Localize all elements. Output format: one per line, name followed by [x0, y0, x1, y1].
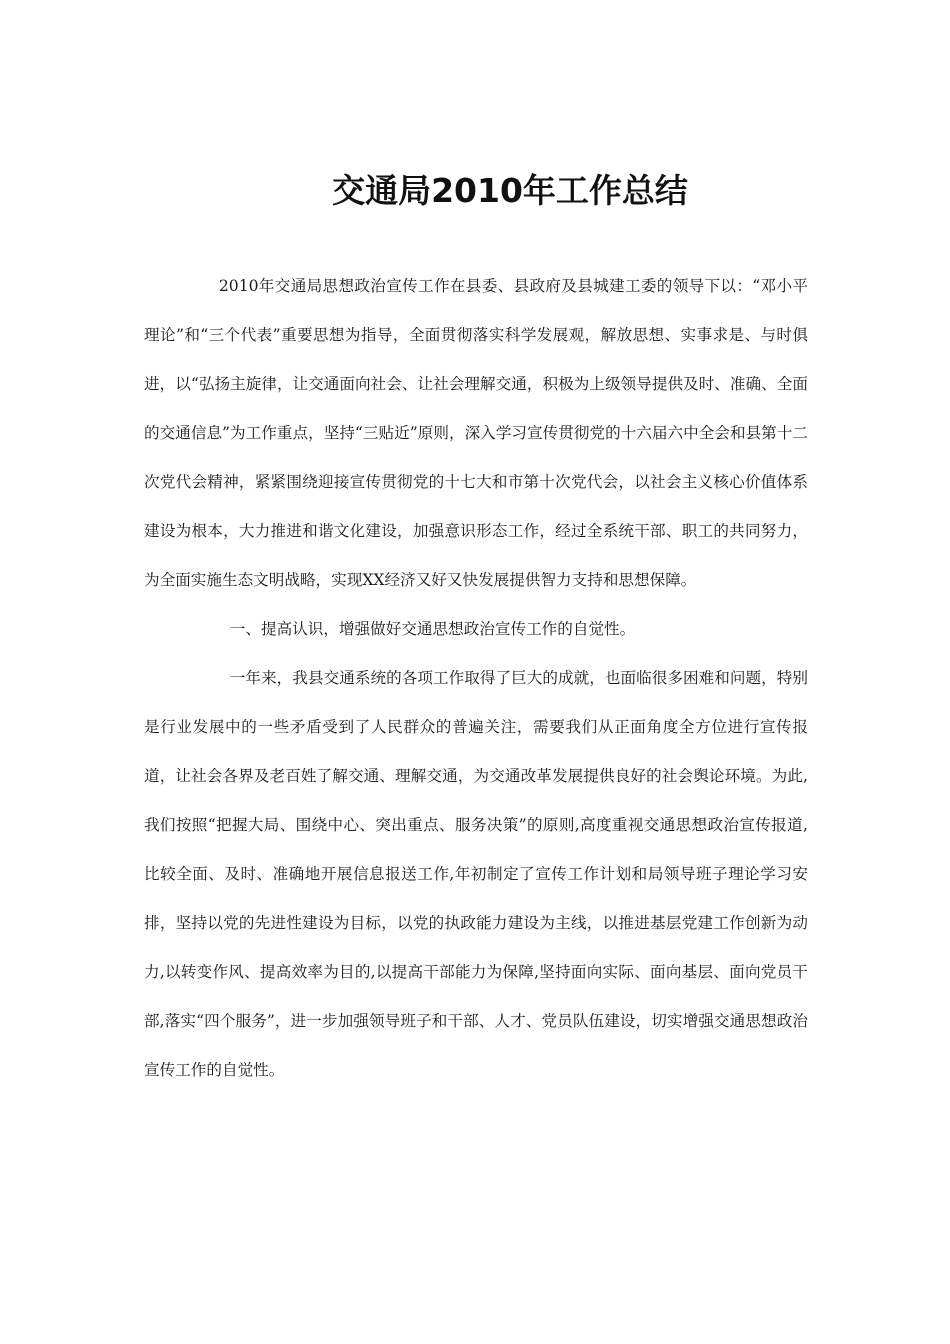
document-body [144, 262, 808, 1095]
paragraph-section-1: 一年来，我县交通系统的各项工作取得了巨大的成就，也面临很多困难和问题，特别是行业发展中的一些矛盾受到了人民群众的普遍关注，需要我们从正面角度全方位进行宣传报道，让社会各界及老百姓了解交通、理解交通，为交通改革发展提供良好的社会舆论环境。为此,我们按照“把握大局、围绕中心、突出重点、服务决策”的原则,高度重视交通思想政治宣传报道,比较全面、及时、准确地开展信息报送工作,年初制定了宣传工作计划和局领导班子理论学习安排，坚持以党的先进性建设为目标，以党的执政能力建设为主线，以推进基层党建工作创新为动力,以转变作风、提高效率为目的,以提高干部能力为保障,坚持面向实际、面向基层、面向党员干部,落实“四个服务”，进一步加强领导班子和干部、人才、党员队伍建设，切实增强交通思想政治宣传工作的自觉性。 [144, 669, 808, 1079]
document-title: 交通局2010年工作总结 [332, 171, 688, 211]
section-heading-1: 一、提高认识，增强做好交通思想政治宣传工作的自觉性。 [229, 620, 636, 638]
paragraph-intro: 2010年交通局思想政治宣传工作在县委、县政府及县城建工委的领导下以：“邓小平理论”和“三个代表”重要思想为指导，全面贯彻落实科学发展观，解放思想、实事求是、与时俱进，以“弘扬主旋律，让交通面向社会、让社会理解交通，积极为上级领导提供及时、准确、全面的交通信息”为工作重点，坚持“三贴近”原则，深入学习宣传贯彻党的十六届六中全会和县第十二次党代会精神，紧紧围绕迎接宣传贯彻党的十七大和市第十次党代会，以社会主义核心价值体系建设为根本，大力推进和谐文化建设，加强意识形态工作，经过全系统干部、职工的共同努力，为全面实施生态文明战略，实现XX经济又好又快发展提供智力支持和思想保障。 [144, 277, 808, 589]
